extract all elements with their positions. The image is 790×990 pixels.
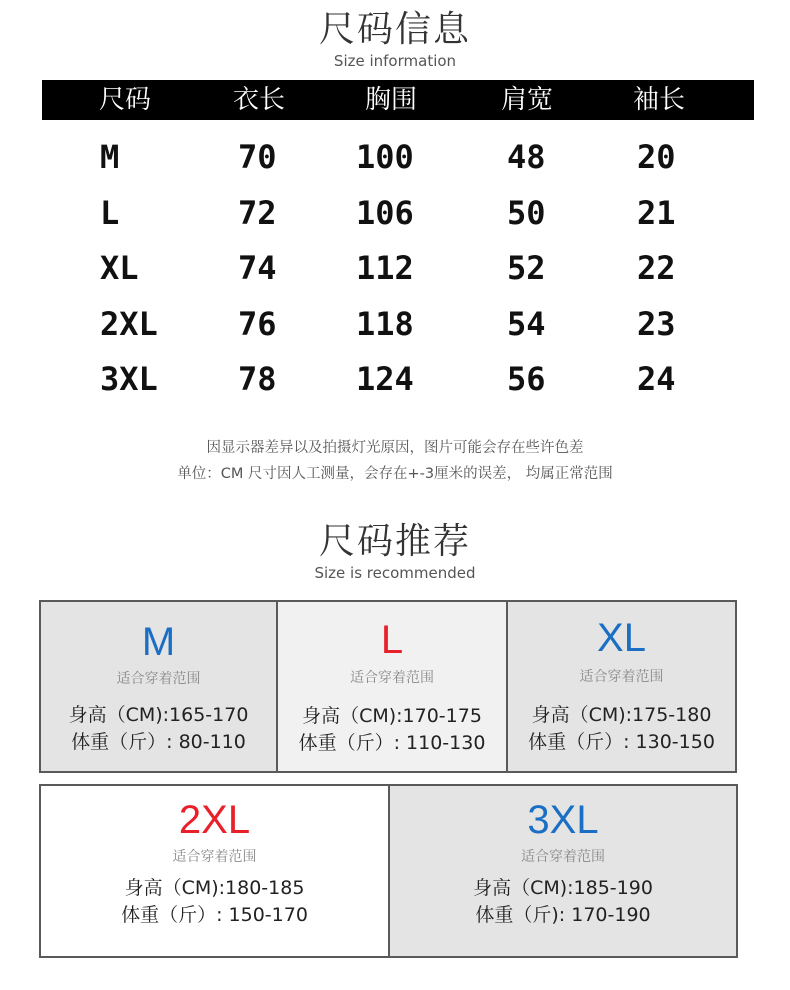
card-fit-range-label: 适合穿着范围 [350, 670, 434, 686]
cell-chest: 118 [356, 304, 414, 343]
card-size-label: XL [597, 616, 646, 660]
table-row [0, 241, 790, 297]
size-card-m [39, 600, 278, 773]
card-height-range: 身高（CM):185-190 [473, 877, 653, 899]
card-size-label: M [141, 620, 176, 664]
card-weight-range: 体重（斤）: 110-130 [298, 732, 486, 754]
card-height-range: 身高（CM):165-170 [68, 704, 249, 726]
cell-shoulder: 56 [507, 360, 546, 398]
card-size-label: L [380, 618, 404, 662]
size-card-2xl [39, 784, 390, 958]
card-weight-range: 体重（斤）: 150-170 [121, 904, 308, 926]
card-height-range: 身高（CM):180-185 [124, 877, 305, 899]
card-weight-range: 体重（斤）: 80-110 [71, 731, 246, 753]
card-weight-range: 体重（斤): 170-190 [475, 904, 651, 926]
cell-chest: 100 [356, 138, 414, 176]
cell-chest: 112 [356, 249, 414, 287]
table-row [0, 130, 790, 186]
header-sleeve: 袖长 [632, 85, 685, 115]
cell-size: L [100, 193, 120, 232]
cell-length: 76 [238, 304, 277, 343]
header-chest: 胸围 [364, 85, 417, 115]
header-shoulder: 肩宽 [500, 85, 553, 115]
header-length: 衣长 [232, 85, 285, 115]
cell-size: M [100, 138, 120, 176]
size-card-l [276, 600, 508, 773]
cell-length: 78 [238, 360, 277, 398]
card-fit-range-label: 适合穿着范围 [521, 849, 605, 865]
size-table-header [42, 80, 754, 120]
size-rec-title: 尺码推荐 [318, 521, 471, 562]
card-size-label: 2XL [178, 798, 251, 842]
size-rec-heading [0, 522, 790, 582]
cell-chest: 106 [356, 193, 414, 232]
header-size: 尺码 [98, 85, 151, 115]
card-fit-range-label: 适合穿着范围 [116, 671, 201, 687]
size-card-3xl [388, 784, 738, 958]
table-row [0, 297, 790, 353]
unit-note: 单位：CM 尺寸因人工测量，会存在+-3厘米的误差， 均属正常范围 [177, 466, 613, 482]
cell-shoulder: 52 [507, 249, 546, 287]
cell-size: XL [100, 249, 139, 287]
table-row [0, 352, 790, 408]
cell-sleeve: 24 [637, 360, 676, 398]
cell-length: 70 [238, 138, 277, 176]
card-size-label: 3XL [527, 798, 599, 842]
cell-sleeve: 21 [637, 193, 676, 232]
card-fit-range-label: 适合穿着范围 [172, 849, 257, 865]
cell-shoulder: 48 [507, 138, 546, 176]
table-row [0, 186, 790, 242]
color-note: 因显示器差异以及拍摄灯光原因，图片可能会存在些许色差 [206, 440, 584, 456]
size-info-title: 尺码信息 [318, 9, 471, 50]
card-weight-range: 体重（斤）: 130-150 [528, 731, 715, 753]
cell-shoulder: 54 [507, 304, 546, 343]
card-height-range: 身高（CM):170-175 [302, 705, 482, 727]
cell-length: 72 [238, 193, 277, 232]
size-table [0, 130, 790, 408]
cell-sleeve: 20 [637, 138, 676, 176]
cell-shoulder: 50 [507, 193, 546, 232]
card-height-range: 身高（CM):175-180 [531, 704, 712, 726]
cell-chest: 124 [356, 360, 414, 398]
size-info-subtitle: Size information [333, 52, 457, 70]
card-fit-range-label: 适合穿着范围 [579, 669, 664, 685]
size-rec-subtitle: Size is recommended [314, 564, 476, 582]
size-card-xl [506, 600, 737, 773]
cell-size: 3XL [100, 360, 158, 398]
size-info-heading [0, 10, 790, 70]
cell-size: 2XL [100, 304, 158, 343]
cell-sleeve: 23 [637, 304, 676, 343]
cell-length: 74 [238, 249, 277, 287]
cell-sleeve: 22 [637, 249, 676, 287]
